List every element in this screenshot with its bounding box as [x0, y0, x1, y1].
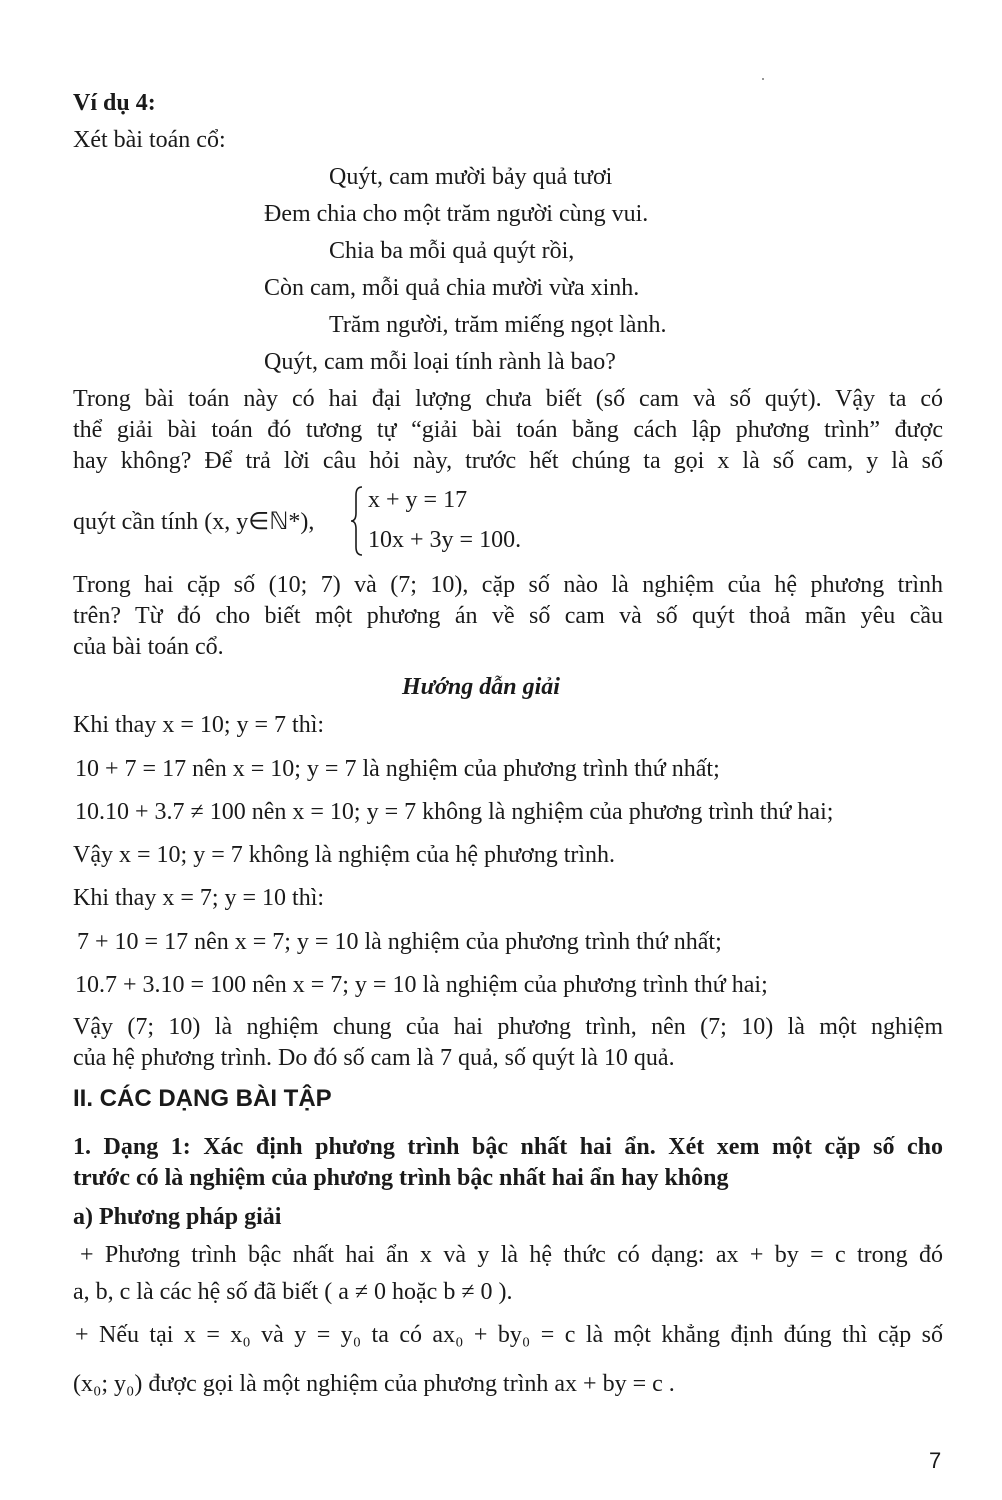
- system-lead: quýt cần tính (x, y∈ℕ*),: [73, 509, 315, 535]
- method-line: + Phương trình bậc nhất hai ẩn x và y là hệ thức có dạng: ax + by = c trong đó: [80, 1242, 943, 1268]
- page-number: 7: [929, 1448, 942, 1473]
- solution-line: Khi thay x = 7; y = 10 thì:: [73, 885, 325, 911]
- example-intro: Xét bài toán cổ:: [73, 127, 226, 153]
- paragraph-line: Trong bài toán này có hai đại lượng chưa biết (số cam và số quýt). Vậy ta có: [73, 386, 943, 412]
- example-heading: Ví dụ 4:: [73, 90, 156, 116]
- conclusion-line: Vậy (7; 10) là nghiệm chung của hai phương trình, nên (7; 10) là một nghiệm: [73, 1014, 943, 1040]
- method-line: (x₀; y₀) được gọi là một nghiệm của phương trình ax + by = c .: [73, 1371, 675, 1397]
- poem-line: Còn cam, mỗi quả chia mười vừa xinh.: [264, 275, 640, 301]
- paragraph-line: Trong hai cặp số (10; 7) và (7; 10), cặp số nào là nghiệm của hệ phương trình: [73, 572, 943, 598]
- paragraph-line: thể giải bài toán đó tương tự “giải bài toán bằng cách lập phương trình” được: [73, 417, 943, 443]
- paragraph-line: hay không? Để trả lời câu hỏi này, trước hết chúng ta gọi x là số cam, y là số: [73, 448, 943, 474]
- subsection-heading-line: 1. Dạng 1: Xác định phương trình bậc nhất hai ẩn. Xét xem một cặp số cho: [73, 1134, 943, 1160]
- solution-line: 10.10 + 3.7 ≠ 100 nên x = 10; y = 7 không là nghiệm của phương trình thứ hai;: [75, 799, 834, 825]
- solution-line: 7 + 10 = 17 nên x = 7; y = 10 là nghiệm của phương trình thứ nhất;: [77, 929, 722, 955]
- equation-2: 10x + 3y = 100.: [368, 527, 522, 553]
- poem-line: Đem chia cho một trăm người cùng vui.: [264, 201, 649, 227]
- poem-line: Chia ba mỗi quả quýt rồi,: [329, 238, 575, 264]
- method-line: a, b, c là các hệ số đã biết ( a ≠ 0 hoặc b ≠ 0 ).: [73, 1279, 513, 1305]
- solution-heading: Hướng dẫn giải: [402, 674, 560, 700]
- paragraph-line: trên? Từ đó cho biết một phương án về số cam và số quýt thoả mãn yêu cầu: [73, 603, 943, 629]
- solution-line: Vậy x = 10; y = 7 không là nghiệm của hệ phương trình.: [73, 842, 616, 868]
- conclusion-line: của hệ phương trình. Do đó số cam là 7 quả, số quýt là 10 quả.: [73, 1045, 675, 1071]
- poem-line: Quýt, cam mười bảy quả tươi: [329, 164, 613, 190]
- left-brace-icon: [350, 485, 364, 557]
- solution-line: 10 + 7 = 17 nên x = 10; y = 7 là nghiệm của phương trình thứ nhất;: [75, 756, 720, 782]
- poem-line: Quýt, cam mỗi loại tính rành là bao?: [264, 349, 616, 375]
- poem-line: Trăm người, trăm miếng ngọt lành.: [329, 312, 667, 338]
- method-heading: a) Phương pháp giải: [73, 1204, 282, 1230]
- solution-line: Khi thay x = 10; y = 7 thì:: [73, 712, 325, 738]
- subsection-heading-line: trước có là nghiệm của phương trình bậc nhất hai ẩn hay không: [73, 1165, 729, 1191]
- method-line: + Nếu tại x = x₀ và y = y₀ ta có ax₀ + by₀ = c là một khẳng định đúng thì cặp số: [75, 1322, 943, 1348]
- paragraph-line: của bài toán cổ.: [73, 634, 224, 660]
- section-heading: II. CÁC DẠNG BÀI TẬP: [73, 1085, 332, 1112]
- scan-speck: [762, 78, 764, 80]
- equation-1: x + y = 17: [368, 487, 468, 513]
- solution-line: 10.7 + 3.10 = 100 nên x = 7; y = 10 là nghiệm của phương trình thứ hai;: [75, 972, 768, 998]
